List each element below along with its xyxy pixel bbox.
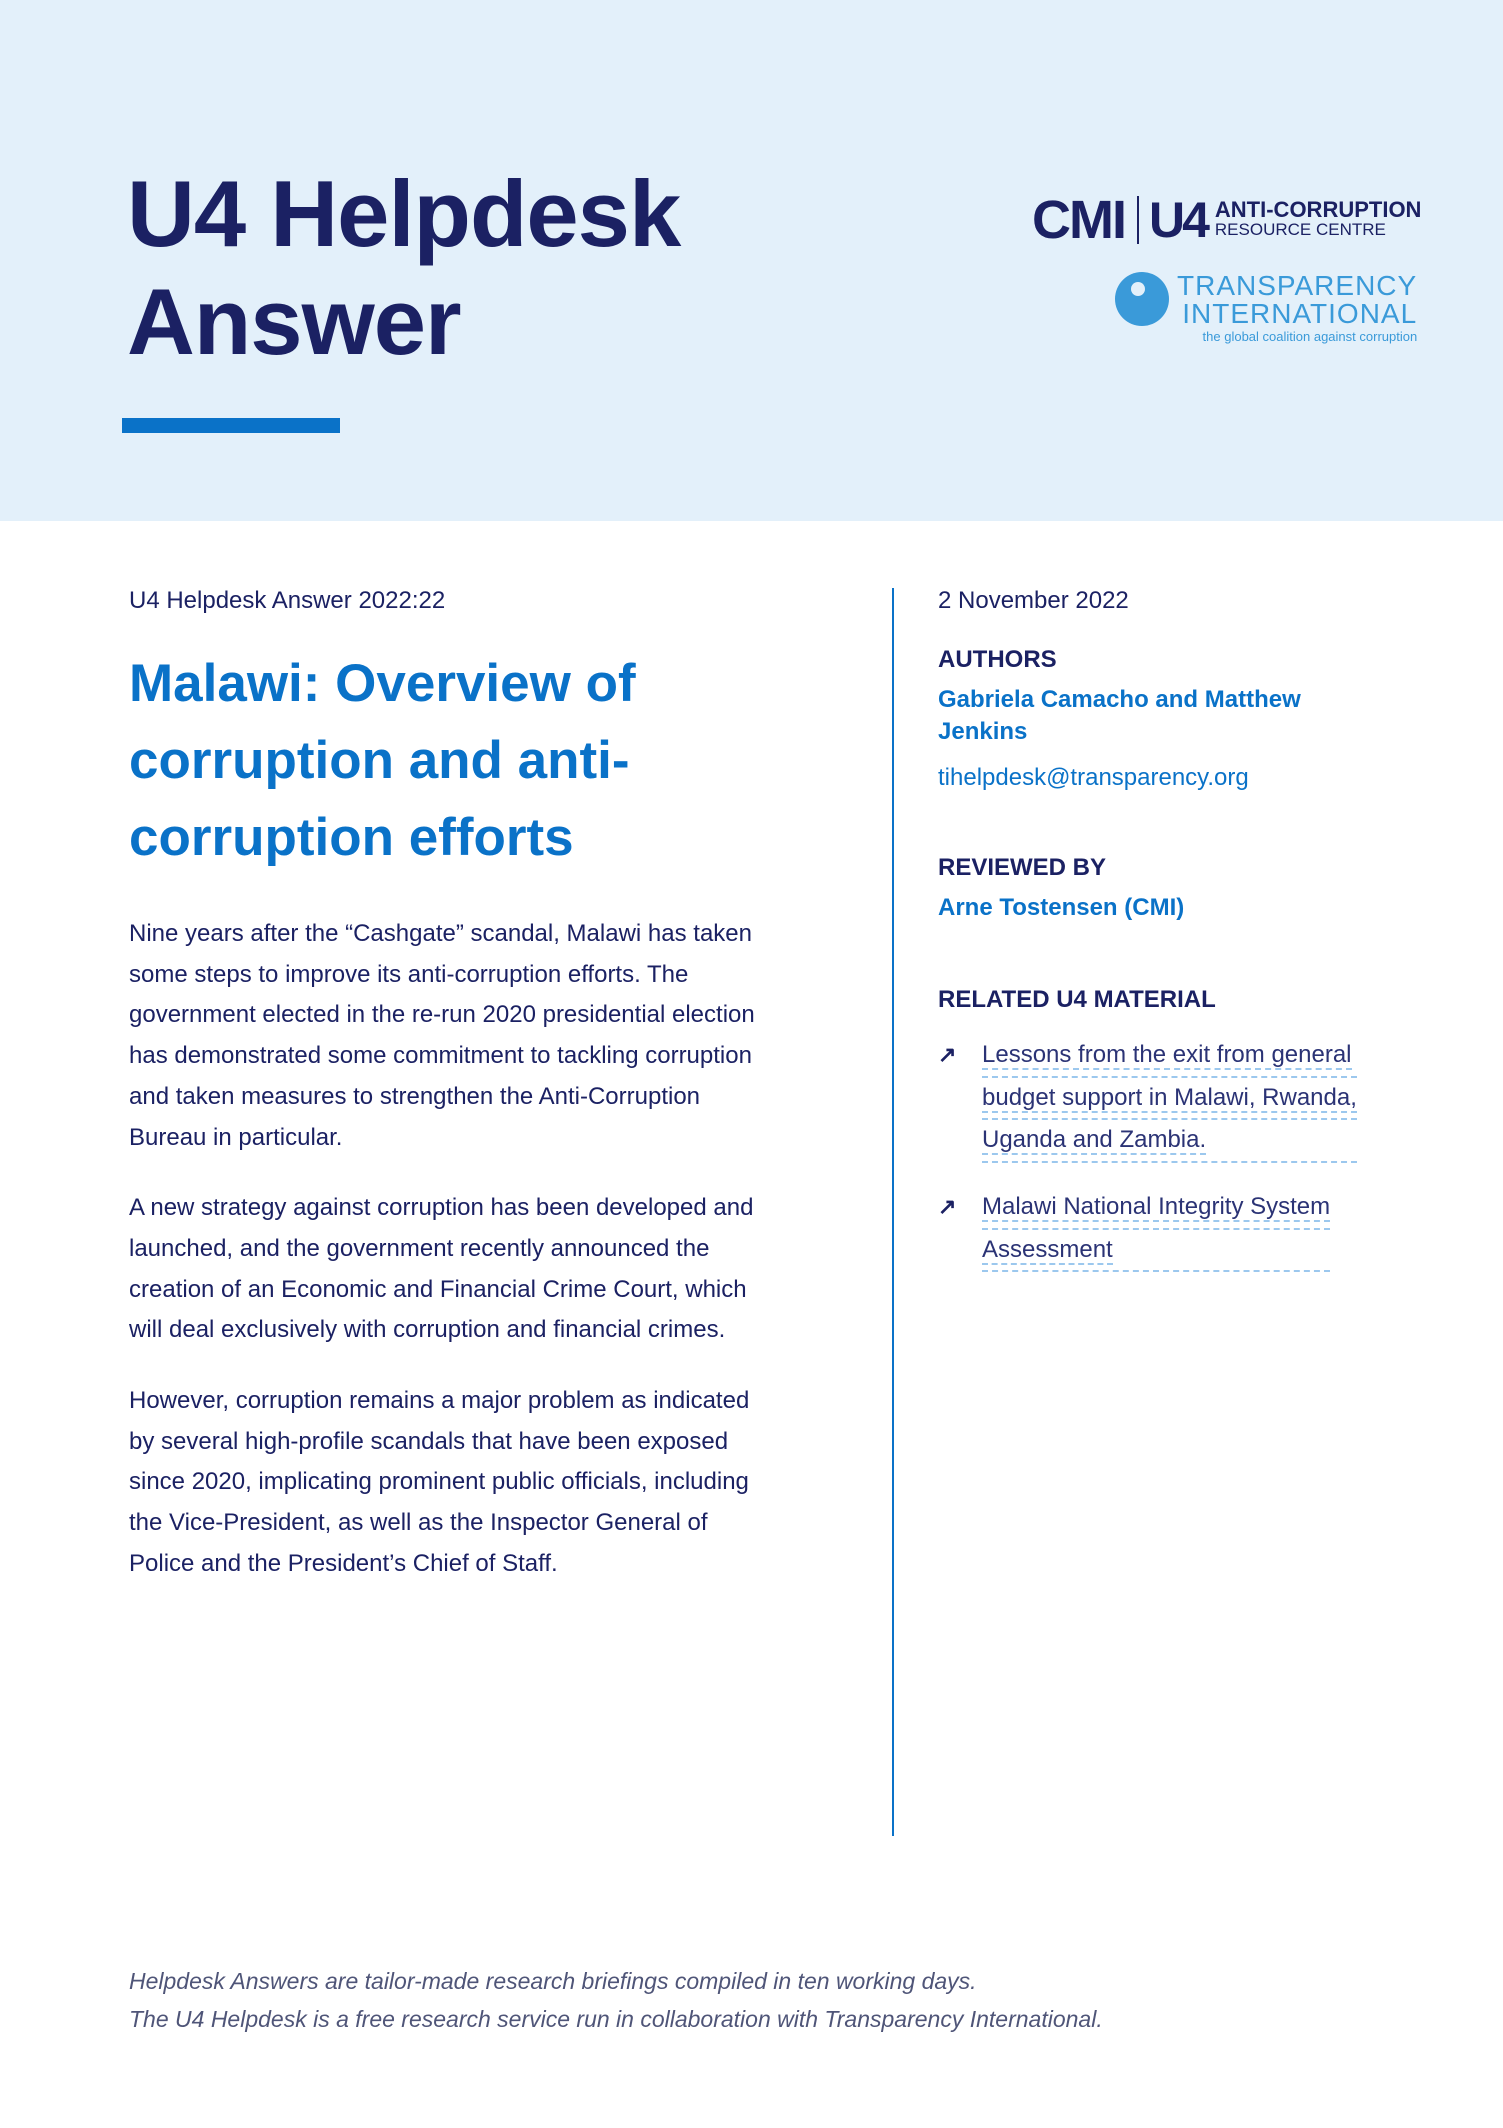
- header-band: [0, 0, 1503, 521]
- link-line[interactable]: Uganda and Zambia.: [982, 1126, 1207, 1154]
- heading-line: Answer: [127, 269, 461, 374]
- text-line: Police and the President’s Chief of Staff.: [129, 1549, 558, 1577]
- title-line: corruption and anti-: [129, 731, 630, 790]
- heading-line: U4 Helpdesk: [127, 161, 681, 266]
- author-line: Gabriela Camacho and Matthew: [938, 686, 1301, 713]
- reviewer-name: Arne Tostensen (CMI): [938, 894, 1185, 921]
- u4-logo-mark: U4: [1148, 192, 1207, 248]
- title-line: corruption efforts: [129, 808, 574, 867]
- text-line: by several high-profile scandals that have been exposed: [129, 1427, 729, 1455]
- logo-divider: [1137, 196, 1139, 244]
- summary-body: [129, 914, 819, 1615]
- text-line: has demonstrated some commitment to tackling corruption: [129, 1042, 752, 1070]
- cmi-u4-logo: [1032, 192, 1421, 248]
- cmi-logo-text: CMI: [1032, 190, 1125, 250]
- accent-bar: [122, 418, 340, 433]
- link-line[interactable]: Assessment: [982, 1235, 1113, 1263]
- author-line: Jenkins: [938, 718, 1028, 745]
- column-divider: [892, 588, 894, 1836]
- authors-label: AUTHORS: [938, 646, 1057, 673]
- ti-globe-icon: [1115, 272, 1169, 326]
- related-material-label: RELATED U4 MATERIAL: [938, 986, 1216, 1013]
- text-line: the Vice-President, as well as the Inspector General of: [129, 1509, 708, 1537]
- arrow-up-right-icon: ↗: [938, 1194, 957, 1219]
- u4-logo-line1: ANTI-CORRUPTION: [1214, 197, 1422, 222]
- text-line: Bureau in particular.: [129, 1123, 343, 1151]
- ti-logo-line1: TRANSPARENCY: [1177, 270, 1418, 301]
- footer-line: Helpdesk Answers are tailor-made research briefings compiled in ten working days.: [129, 1968, 977, 1994]
- related-link[interactable]: [938, 1035, 1398, 1163]
- document-title: [129, 645, 636, 876]
- ti-tagline: the global coalition against corruption: [1202, 329, 1418, 344]
- related-link[interactable]: [938, 1187, 1398, 1272]
- transparency-international-logo: [1115, 272, 1417, 346]
- contact-email-link[interactable]: tihelpdesk@transparency.org: [938, 764, 1249, 791]
- summary-paragraph: [129, 914, 819, 1158]
- summary-paragraph: [129, 1381, 819, 1585]
- footer-line: The U4 Helpdesk is a free research service run in collaboration with Transparency International.: [129, 2006, 1103, 2032]
- text-line: some steps to improve its anti-corruption efforts. The: [129, 960, 689, 988]
- page-heading: [127, 160, 680, 376]
- publication-date: 2 November 2022: [938, 587, 1129, 614]
- u4-logo-line2: RESOURCE CENTRE: [1214, 220, 1386, 239]
- text-line: launched, and the government recently announced the: [129, 1234, 710, 1262]
- text-line: creation of an Economic and Financial Crime Court, which: [129, 1275, 747, 1303]
- text-line: government elected in the re-run 2020 presidential election: [129, 1001, 755, 1029]
- text-line: and taken measures to strengthen the Anti-Corruption: [129, 1082, 701, 1110]
- summary-paragraph: [129, 1188, 819, 1351]
- text-line: will deal exclusively with corruption and financial crimes.: [129, 1316, 726, 1344]
- link-line[interactable]: Lessons from the exit from general: [982, 1041, 1352, 1068]
- authors-names: [938, 684, 1398, 748]
- title-line: Malawi: Overview of: [129, 654, 636, 713]
- text-line: Nine years after the “Cashgate” scandal, Malawi has taken: [129, 920, 752, 947]
- series-number: U4 Helpdesk Answer 2022:22: [129, 587, 446, 614]
- arrow-up-right-icon: ↗: [938, 1042, 957, 1067]
- footer-note: [129, 1962, 1103, 2038]
- link-line[interactable]: budget support in Malawi, Rwanda,: [982, 1083, 1357, 1111]
- reviewed-by-label: REVIEWED BY: [938, 854, 1107, 881]
- text-line: A new strategy against corruption has been developed and: [129, 1194, 754, 1222]
- ti-logo-line2: INTERNATIONAL: [1182, 298, 1418, 329]
- text-line: since 2020, implicating prominent public officials, including: [129, 1468, 749, 1496]
- text-line: However, corruption remains a major problem as indicated: [129, 1387, 750, 1415]
- link-line[interactable]: Malawi National Integrity System: [982, 1193, 1331, 1220]
